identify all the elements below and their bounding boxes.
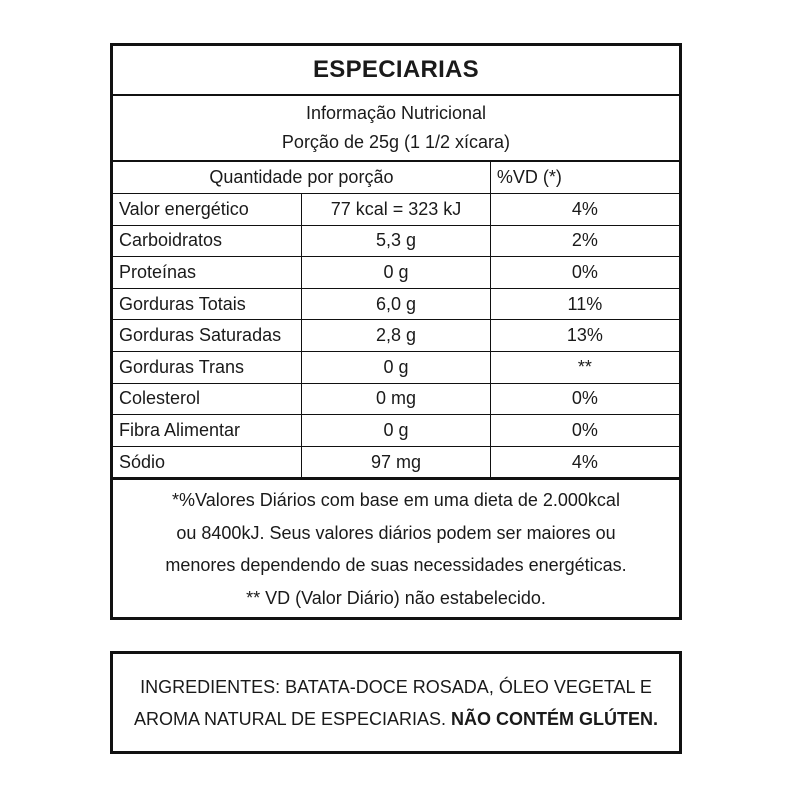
header-daily-value: %VD (*) [490,162,679,194]
table-row [113,257,679,289]
ingredients-text-block [129,671,663,735]
nutrient-amount: 0 g [302,257,491,289]
allergen-warning: NÃO CONTÉM GLÚTEN. [451,708,659,729]
nutrient-name: Valor energético [113,194,302,226]
table-row [113,446,679,478]
nutrient-amount: 77 kcal = 323 kJ [302,194,491,226]
nutrient-name: Gorduras Saturadas [113,320,302,352]
footnote-line: menores dependendo de suas necessidades energéticas. [165,555,627,576]
nutrient-amount: 0 mg [302,383,491,415]
nutrition-info-heading: Informação Nutricional [305,103,487,123]
nutrient-daily-value: 0% [490,257,679,289]
nutrient-daily-value: 4% [490,194,679,226]
nutrient-daily-value: 0% [490,415,679,447]
nutrition-subheader [113,96,679,162]
table-row [113,415,679,447]
nutrient-amount: 6,0 g [302,288,491,320]
nutrient-amount: 97 mg [302,446,491,478]
nutrient-name: Fibra Alimentar [113,415,302,447]
table-row [113,288,679,320]
table-row [113,383,679,415]
nutrient-daily-value: 2% [490,225,679,257]
portion-size: Porção de 25g (1 1/2 xícara) [281,132,511,152]
table-row [113,194,679,226]
ingredients-box [110,651,682,754]
nutrient-daily-value: 0% [490,383,679,415]
ingredients-list: INGREDIENTES: BATATA-DOCE ROSADA, ÓLEO VEGETAL E AROMA NATURAL DE ESPECIARIAS. [133,676,652,729]
table-row [113,320,679,352]
nutrient-name: Carboidratos [113,225,302,257]
nutrient-daily-value: ** [490,352,679,384]
table-row [113,225,679,257]
footnote-line: ou 8400kJ. Seus valores diários podem ser maiores ou [176,522,616,543]
nutrition-facts-table [110,43,682,620]
product-title: ESPECIARIAS [113,46,679,96]
nutrient-amount: 2,8 g [302,320,491,352]
nutrient-name: Sódio [113,446,302,478]
table-row [113,352,679,384]
nutrient-name: Colesterol [113,383,302,415]
footnote-line: ** VD (Valor Diário) não estabelecido. [246,587,546,608]
nutrient-daily-value: 11% [490,288,679,320]
nutrient-name: Proteínas [113,257,302,289]
nutrient-amount: 0 g [302,415,491,447]
header-quantity: Quantidade por porção [113,162,490,194]
nutrient-name: Gorduras Totais [113,288,302,320]
nutrient-amount: 5,3 g [302,225,491,257]
nutrient-amount: 0 g [302,352,491,384]
nutrient-name: Gorduras Trans [113,352,302,384]
nutrient-daily-value: 4% [490,446,679,478]
footnote-line: *%Valores Diários com base em uma dieta de 2.000kcal [172,490,620,511]
daily-value-footnote [113,478,679,614]
nutrient-daily-value: 13% [490,320,679,352]
nutrient-table [113,162,679,478]
table-header-row [113,162,679,194]
